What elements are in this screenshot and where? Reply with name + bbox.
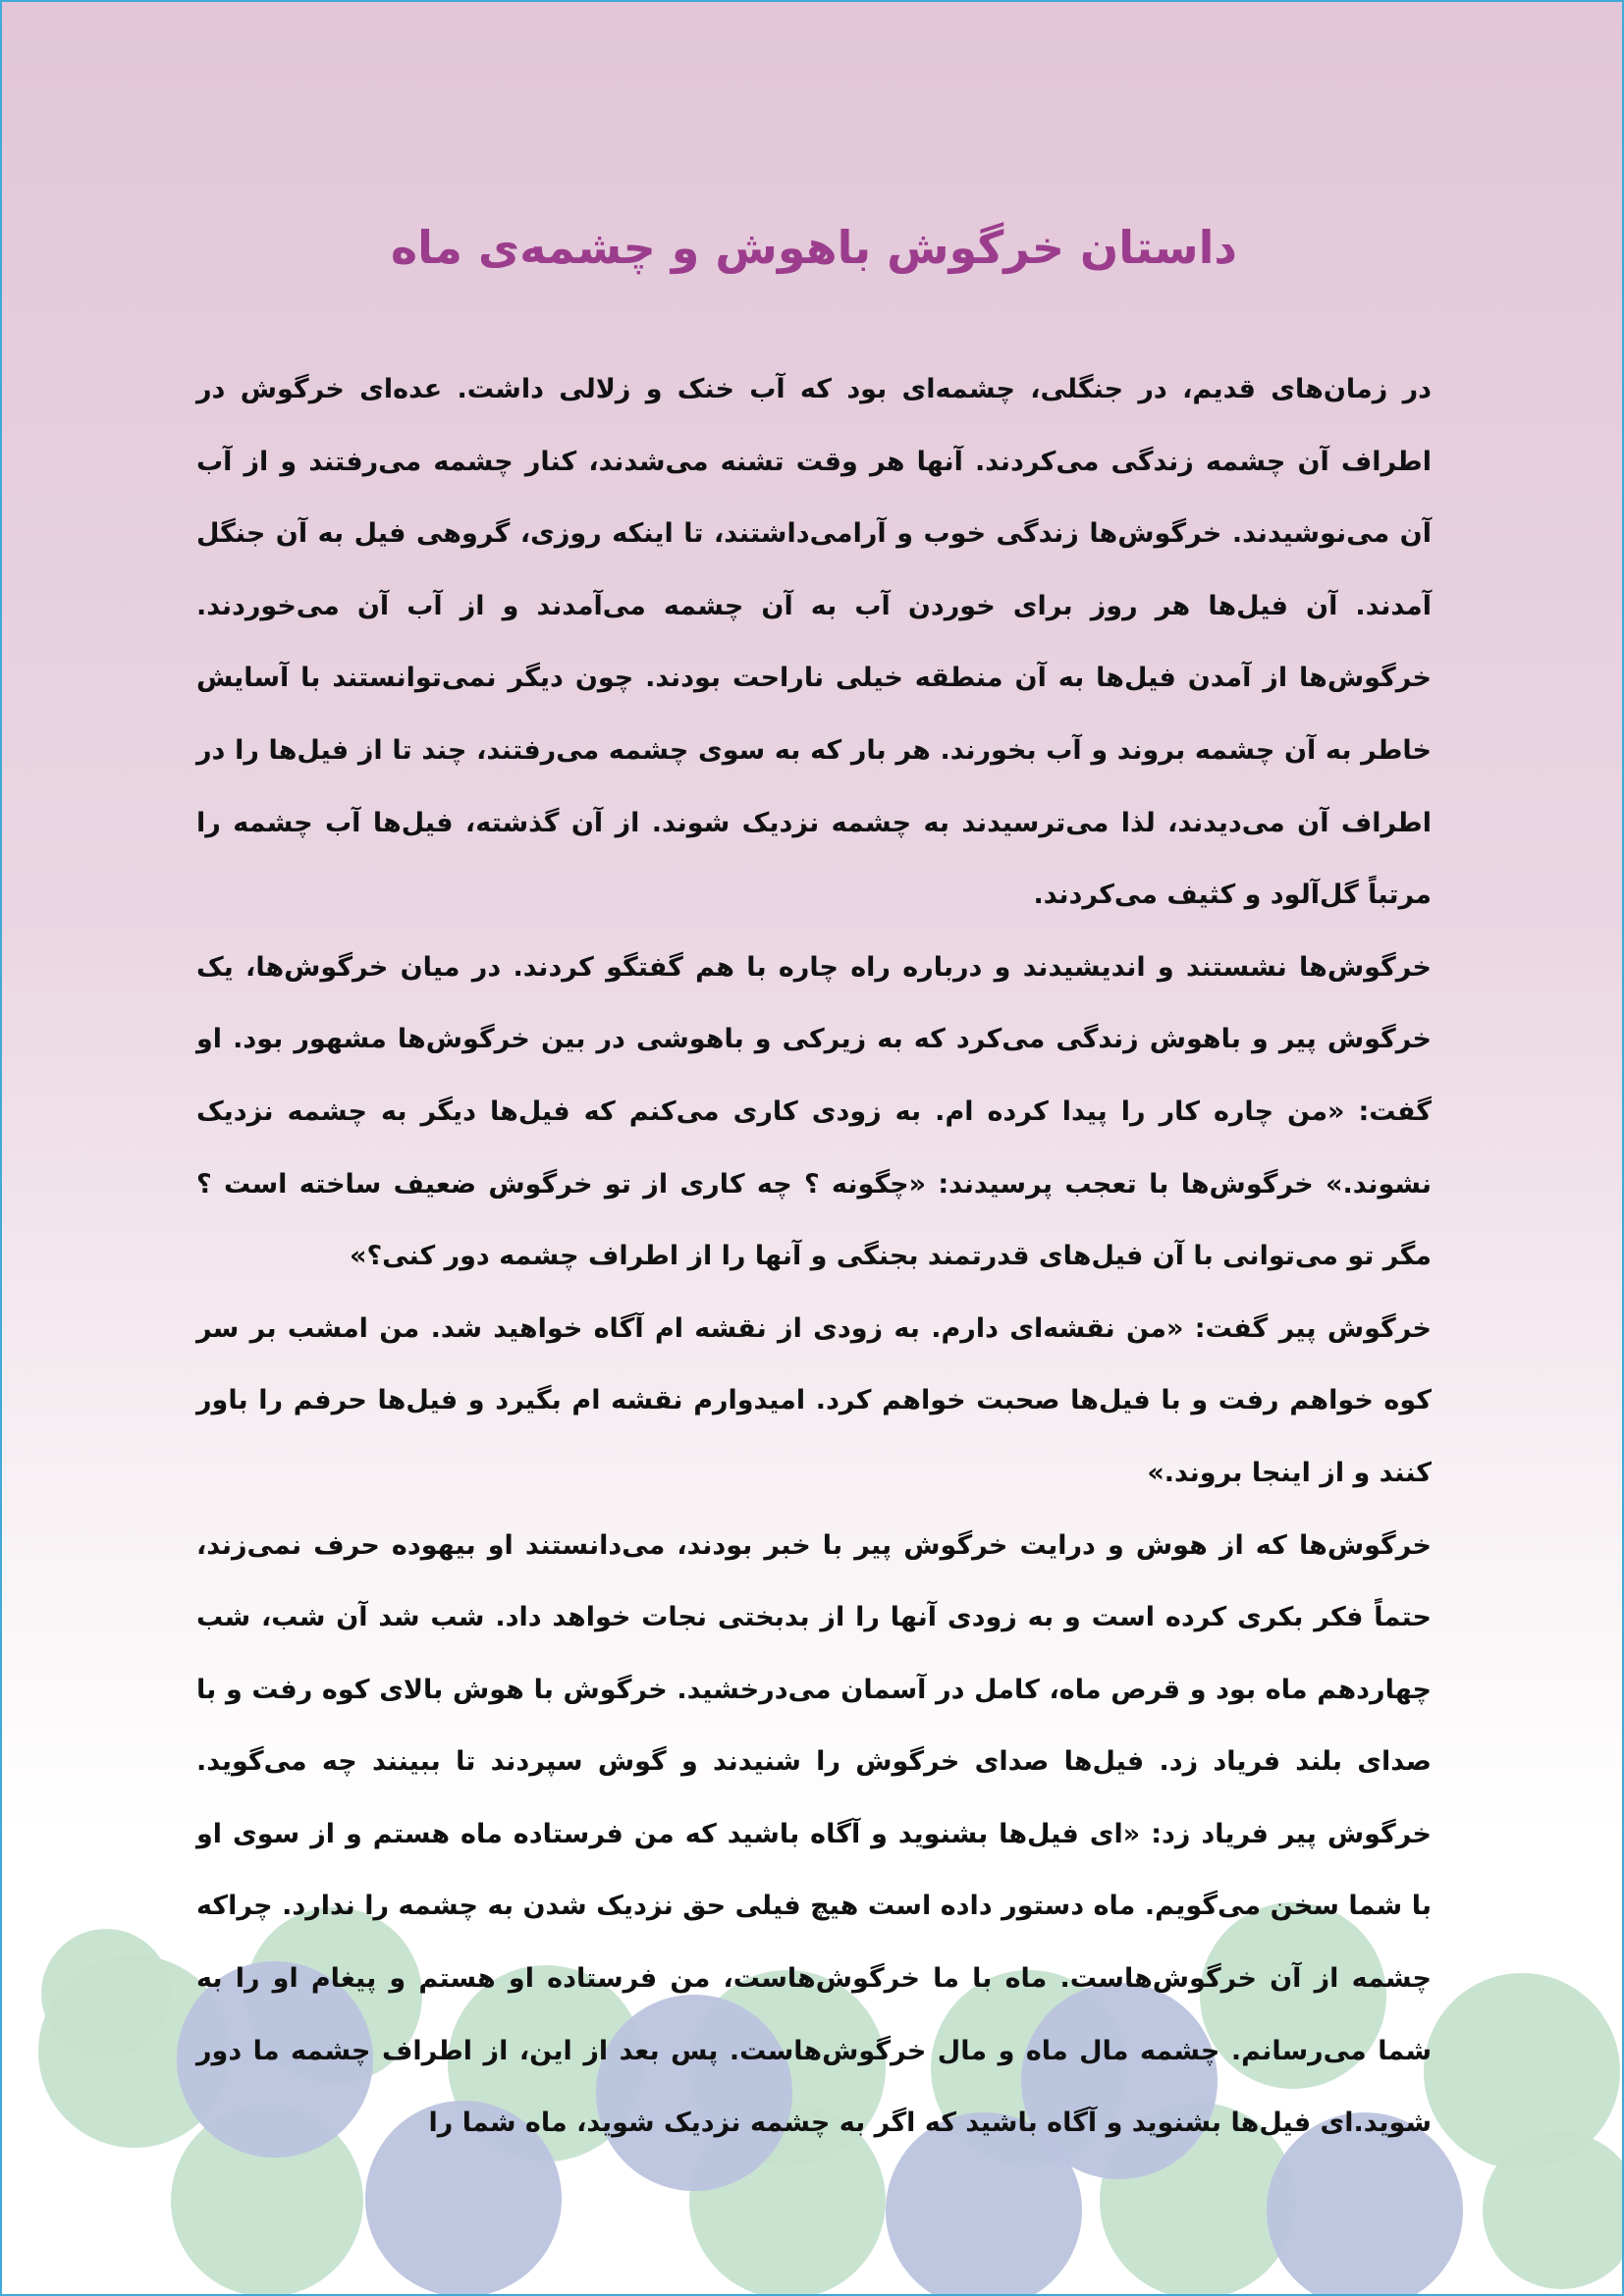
paragraph: در زمان‌های قدیم، در جنگلی، چشمه‌ای بود که آب خنک و زلالی داشت. عده‌ای خرگوش در اطراف آن چشمه زندگی می‌کردند. آنها هر وقت تشنه می‌شدند، کنار چشمه می‌رفتند و از آب آن می‌نوشیدند. خرگوش‌ها زندگی خوب و آرامی‌داشتند، تا اینکه روزی، گروهی فیل به آن جنگل آمدند. آن فیل‌ها هر روز برای خوردن آب به آن چشمه می‌آمدند و از آب آن می‌خوردند. خرگوش‌ها از آمدن فیل‌ها به آن منطقه خیلی ناراحت بودند. چون دیگر نمی‌توانستند با آسایش خاطر به آن چشمه بروند و آب بخورند. هر بار که به سوی چشمه می‌رفتند، چند تا از فیل‌ها را در اطراف آن می‌دیدند، لذا می‌ترسیدند به چشمه نزدیک شوند. از آن گذشته، فیل‌ها آب چشمه را مرتباً گل‌آلود و کثیف می‌کردند.	[196, 374, 1432, 911]
paragraph: خرگوش‌ها که از هوش و درایت خرگوش پیر با خبر بودند، می‌دانستند او بیهوده حرف نمی‌زند، حتماً فکر بکری کرده است و به زودی آنها را از بدبختی نجات خواهد داد. شب شد آن شب، شب چهاردهم ماه بود و قرص ماه، کامل در آسمان می‌درخشید. خرگوش با هوش بالای کوه رفت و با صدای بلند فریاد زد. فیل‌ها صدای خرگوش را شنیدند و گوش سپردند تا ببینند چه می‌گوید. خرگوش پیر فریاد زد: «ای فیل‌ها بشنوید و آگاه باشید که من فرستاده ماه هستم و از سوی او با شما سخن می‌گویم. ماه دستور داده است هیچ فیلی حق نزدیک شدن به چشمه را ندارد. چراکه چشمه از آن خرگوش‌هاست. ماه با ما خرگوش‌هاست، من فرستاده او هستم و پیغام او را به شما می‌رسانم. چشمه مال ماه و مال خرگوش‌هاست. پس بعد از این، از اطراف چشمه ما دور شوید.ای فیل‌ها بشنوید و آگاه باشید که اگر به چشمه نزدیک شوید، ماه شما را	[196, 1529, 1432, 2139]
paragraph: خرگوش پیر گفت: «من نقشه‌ای دارم. به زودی از نقشه ام آگاه خواهید شد. من امشب بر سر کوه خواهم رفت و با فیل‌ها صحبت خواهم کرد. امیدوارم نقشه ام بگیرد و فیل‌ها حرفم را باور کنند و از اینجا بروند.»	[196, 1312, 1432, 1488]
story-body	[196, 353, 1432, 2160]
story-title: داستان خرگوش باهوش و چشمه‌ی ماه	[391, 221, 1237, 274]
paragraph: خرگوش‌ها نشستند و اندیشیدند و درباره راه چاره با هم گفتگو کردند. در میان خرگوش‌ها، یک خرگوش پیر و باهوش زندگی می‌کرد که به زیرکی و باهوشی در بین خرگوش‌ها مشهور بود. او گفت: «من چاره کار را پیدا کرده ام. به زودی کاری می‌کنم که فیل‌ها دیگر به چشمه نزدیک نشوند.» خرگوش‌ها با تعجب پرسیدند: «چگونه ؟ چه کاری از تو خرگوش ضعیف ساخته است ؟ مگر تو می‌توانی با آن فیل‌های قدرتمند بجنگی و آنها را از اطراف چشمه دور کنی؟»	[196, 951, 1432, 1272]
